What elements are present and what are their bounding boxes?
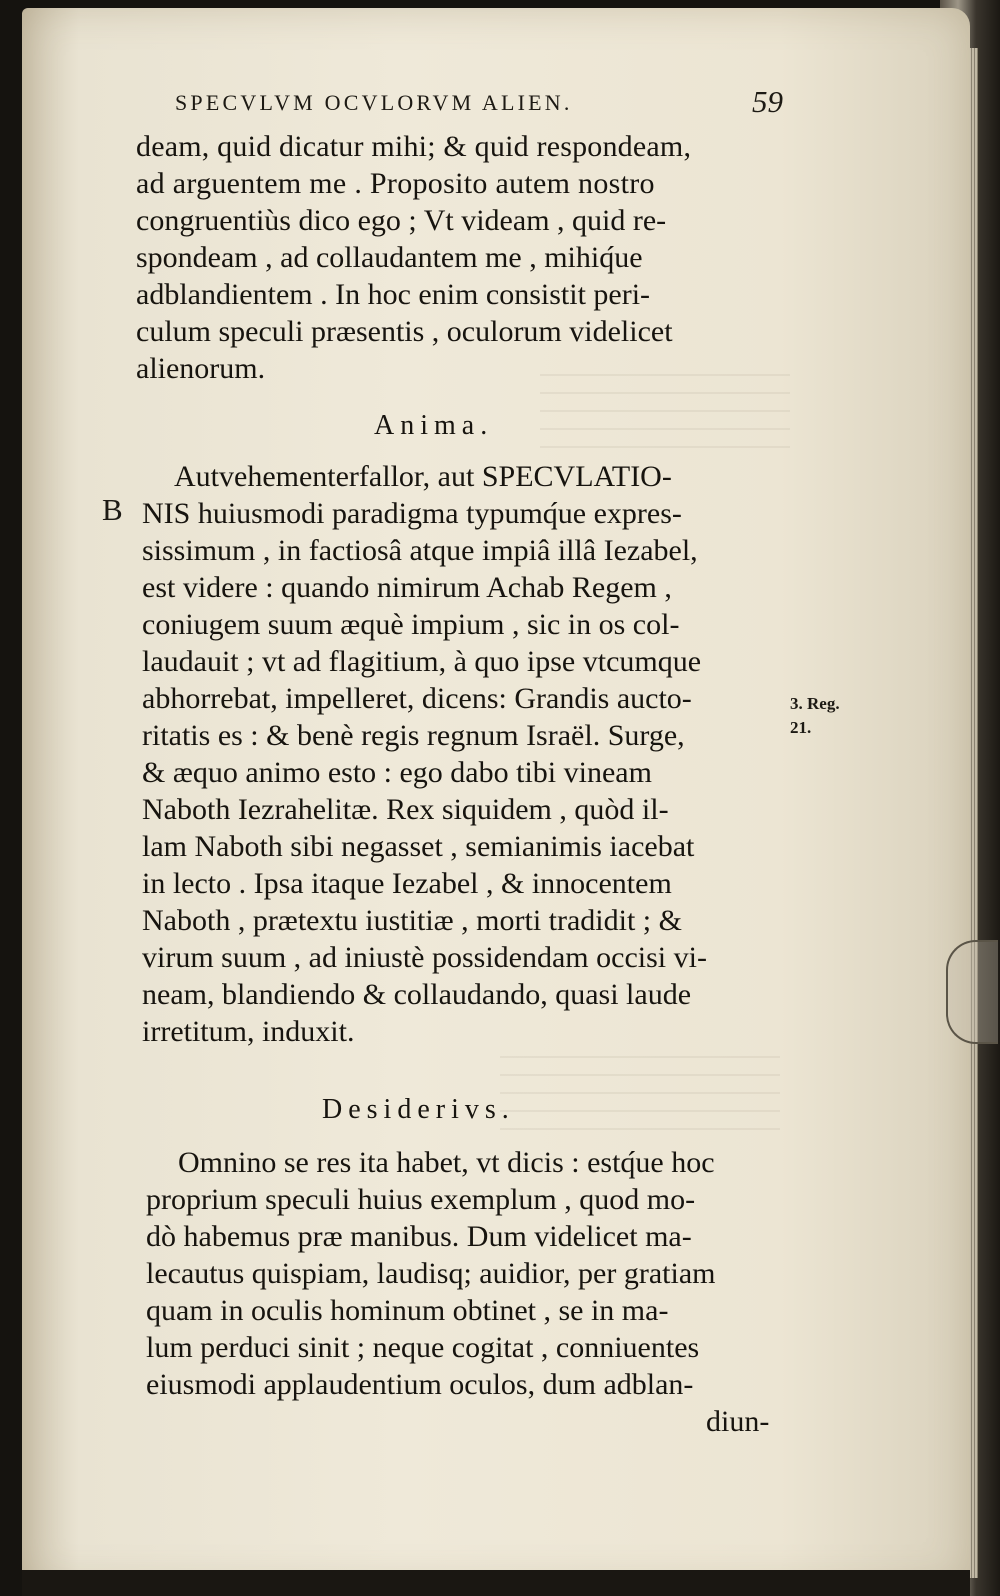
text-line: lam Naboth sibi negasset , semianimis iacebat: [142, 830, 695, 863]
text-line: sissimum , in factiosâ atque impiâ illâ Iezabel,: [142, 534, 698, 567]
text-line: & æquo animo esto : ego dabo tibi vineam: [142, 756, 652, 789]
marginal-reference-book: 3. Reg.: [790, 694, 840, 713]
text-line: culum speculi præsentis , oculorum videlicet: [136, 315, 673, 348]
text-line: Naboth Iezrahelitæ. Rex siquidem , quòd il-: [142, 793, 669, 826]
bleed-through-texture: [500, 1040, 780, 1130]
text-line: deam, quid dicatur mihi; & quid respondeam,: [136, 130, 692, 163]
text-line: ad arguentem me . Proposito autem nostro: [136, 167, 655, 200]
text-line: est videre : quando nimirum Achab Regem ,: [142, 571, 672, 604]
text-line: lum perduci sinit ; neque cogitat , conniuentes: [146, 1331, 700, 1364]
text-line: Autvehementerfallor, aut SPECVLATIO-: [174, 460, 672, 493]
text-line: irretitum, induxit.: [142, 1015, 355, 1048]
text-line: neam, blandiendo & collaudando, quasi laude: [142, 978, 692, 1011]
text-line: dò habemus præ manibus. Dum videlicet ma-: [146, 1220, 692, 1253]
text-line: ritatis es : & benè regis regnum Israël. Surge,: [142, 719, 685, 752]
text-line: congruentiùs dico ego ; Vt videam , quid re-: [136, 204, 667, 237]
catchword: diun-: [706, 1405, 770, 1438]
text-line: in lecto . Ipsa itaque Iezabel , & innocentem: [142, 867, 672, 900]
text-line: proprium speculi huius exemplum , quod mo-: [146, 1183, 696, 1216]
text-line: virum suum , ad iniustè possidendam occisi vi-: [142, 941, 707, 974]
page-header: [175, 86, 785, 126]
speaker-heading-desiderius: Desiderivs.: [322, 1094, 515, 1125]
text-line: abhorrebat, impelleret, dicens: Grandis aucto-: [142, 682, 692, 715]
paragraph-desiderius: [146, 1144, 769, 1440]
paragraph-continuation: [136, 128, 691, 387]
text-line: adblandientem . In hoc enim consistit peri-: [136, 278, 651, 311]
margin-letter: B: [102, 492, 123, 527]
text-line: quam in oculis hominum obtinet , se in ma-: [146, 1294, 669, 1327]
text-line: Omnino se res ita habet, vt dicis : estq́ue hoc: [178, 1146, 715, 1179]
text-line: lecautus quispiam, laudisq; auidior, per gratiam: [146, 1257, 716, 1290]
paragraph-anima: [142, 458, 707, 1050]
text-line: Naboth , prætextu iustitiæ , morti tradidit ; &: [142, 904, 682, 937]
page-number: 59: [752, 84, 783, 119]
marginal-reference: [790, 692, 840, 740]
text-line: eiusmodi applaudentium oculos, dum adblan-: [146, 1368, 694, 1401]
text-line: alienorum.: [136, 352, 266, 385]
text-line: laudauit ; vt ad flagitium, à quo ipse vtcumque: [142, 645, 702, 678]
running-head: SPECVLVM OCVLORVM ALIEN.: [175, 90, 573, 115]
page-clasp: [946, 940, 998, 1044]
text-line: NIS huiusmodi paradigma typumq́ue expres-: [142, 497, 682, 530]
text-line: coniugem suum æquè impium , sic in os col-: [142, 608, 680, 641]
marginal-reference-chapter: 21.: [790, 718, 812, 737]
text-line: spondeam , ad collaudantem me , mihiq́ue: [136, 241, 643, 274]
page-bottom-shadow: [22, 1570, 970, 1596]
speaker-heading-anima: Anima.: [374, 410, 494, 441]
